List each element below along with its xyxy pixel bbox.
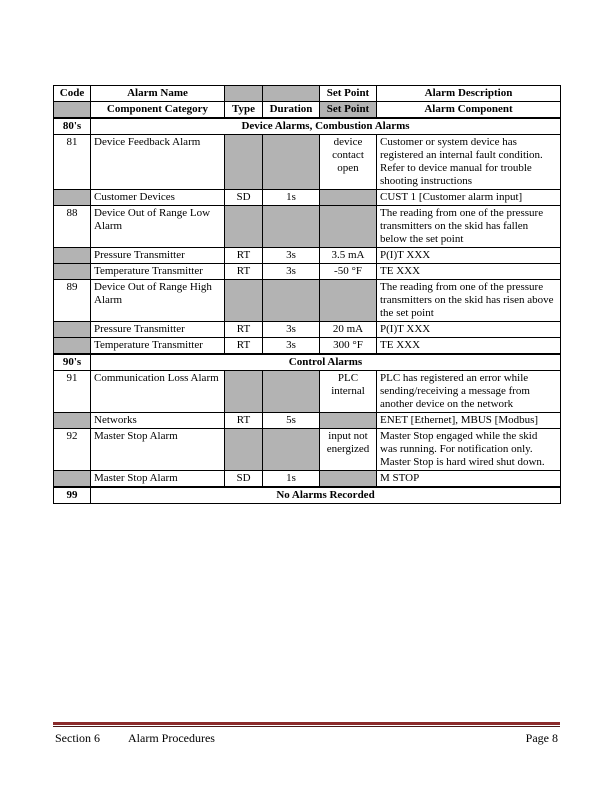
component-type: RT xyxy=(225,248,263,264)
component-set-point xyxy=(320,413,377,429)
component-name: P(I)T XXX xyxy=(377,248,561,264)
component-type: RT xyxy=(225,322,263,338)
alarm-code: 88 xyxy=(54,206,91,248)
footer-rule xyxy=(53,722,560,725)
component-type: RT xyxy=(225,413,263,429)
alarm-code: 81 xyxy=(54,135,91,190)
alarm-type-blank xyxy=(225,280,263,322)
component-set-point: 300 °F xyxy=(320,338,377,355)
alarm-duration-blank xyxy=(263,135,320,190)
component-type: RT xyxy=(225,264,263,280)
alarm-code: 91 xyxy=(54,371,91,413)
component-code-blank xyxy=(54,190,91,206)
component-duration: 1s xyxy=(263,190,320,206)
alarm-set-point xyxy=(320,206,377,248)
header-set-point: Set Point xyxy=(320,86,377,102)
footer-title: Alarm Procedures xyxy=(128,731,215,745)
header-row-2 xyxy=(54,102,561,119)
component-category: Master Stop Alarm xyxy=(91,471,225,488)
alarm-name: Device Out of Range Low Alarm xyxy=(91,206,225,248)
alarm-name: Device Feedback Alarm xyxy=(91,135,225,190)
header-alarm-name: Alarm Name xyxy=(91,86,225,102)
component-duration: 1s xyxy=(263,471,320,488)
component-category: Networks xyxy=(91,413,225,429)
group-title: Control Alarms xyxy=(91,354,561,371)
alarm-description: PLC has registered an error while sending/receiving a message from another device on the network xyxy=(377,371,561,413)
header-alarm-component: Alarm Component xyxy=(377,102,561,119)
component-name: M STOP xyxy=(377,471,561,488)
footer-rule-thin xyxy=(53,726,560,727)
group-row xyxy=(54,487,561,504)
alarm-row xyxy=(54,371,561,413)
group-code: 80's xyxy=(54,118,91,135)
alarm-type-blank xyxy=(225,135,263,190)
component-code-blank xyxy=(54,413,91,429)
component-row xyxy=(54,322,561,338)
component-set-point: 20 mA xyxy=(320,322,377,338)
alarm-name: Communication Loss Alarm xyxy=(91,371,225,413)
component-duration: 3s xyxy=(263,264,320,280)
component-code-blank xyxy=(54,338,91,355)
component-set-point xyxy=(320,190,377,206)
component-duration: 3s xyxy=(263,322,320,338)
footer-section: Section 6 xyxy=(55,731,100,745)
component-code-blank xyxy=(54,471,91,488)
component-row xyxy=(54,190,561,206)
alarm-set-point: PLC internal xyxy=(320,371,377,413)
header-code: Code xyxy=(54,86,91,102)
component-row xyxy=(54,471,561,488)
component-set-point xyxy=(320,471,377,488)
header-duration: Duration xyxy=(263,102,320,119)
alarm-set-point: device contact open xyxy=(320,135,377,190)
component-name: P(I)T XXX xyxy=(377,322,561,338)
alarm-description: The reading from one of the pressure transmitters on the skid has fallen below the set point xyxy=(377,206,561,248)
group-title: No Alarms Recorded xyxy=(91,487,561,504)
alarm-row xyxy=(54,135,561,190)
header-component-category: Component Category xyxy=(91,102,225,119)
component-name: CUST 1 [Customer alarm input] xyxy=(377,190,561,206)
component-name: ENET [Ethernet], MBUS [Modbus] xyxy=(377,413,561,429)
alarm-code: 92 xyxy=(54,429,91,471)
component-name: TE XXX xyxy=(377,264,561,280)
header-blank-type xyxy=(225,86,263,102)
alarm-type-blank xyxy=(225,206,263,248)
group-title: Device Alarms, Combustion Alarms xyxy=(91,118,561,135)
component-duration: 3s xyxy=(263,338,320,355)
component-code-blank xyxy=(54,322,91,338)
alarm-code: 89 xyxy=(54,280,91,322)
header-row-1 xyxy=(54,86,561,102)
header-blank-duration xyxy=(263,86,320,102)
alarm-duration-blank xyxy=(263,371,320,413)
group-row xyxy=(54,354,561,371)
alarm-duration-blank xyxy=(263,280,320,322)
component-name: TE XXX xyxy=(377,338,561,355)
component-duration: 5s xyxy=(263,413,320,429)
alarm-row xyxy=(54,206,561,248)
component-set-point: -50 °F xyxy=(320,264,377,280)
component-code-blank xyxy=(54,248,91,264)
component-category: Temperature Transmitter xyxy=(91,264,225,280)
header-blank-code xyxy=(54,102,91,119)
component-row xyxy=(54,413,561,429)
alarm-type-blank xyxy=(225,371,263,413)
component-row xyxy=(54,338,561,355)
alarm-duration-blank xyxy=(263,429,320,471)
alarm-row xyxy=(54,429,561,471)
component-category: Pressure Transmitter xyxy=(91,322,225,338)
component-duration: 3s xyxy=(263,248,320,264)
alarm-name: Master Stop Alarm xyxy=(91,429,225,471)
group-code: 99 xyxy=(54,487,91,504)
component-category: Pressure Transmitter xyxy=(91,248,225,264)
component-type: SD xyxy=(225,471,263,488)
header-type: Type xyxy=(225,102,263,119)
component-type: SD xyxy=(225,190,263,206)
alarm-description: Master Stop engaged while the skid was running. For notification only. Master Stop is hard wired shut down. xyxy=(377,429,561,471)
component-row xyxy=(54,248,561,264)
alarm-duration-blank xyxy=(263,206,320,248)
component-category: Temperature Transmitter xyxy=(91,338,225,355)
alarm-set-point: input not energized xyxy=(320,429,377,471)
component-category: Customer Devices xyxy=(91,190,225,206)
header-set-point-2: Set Point xyxy=(320,102,377,119)
alarm-description: The reading from one of the pressure transmitters on the skid has risen above the set point xyxy=(377,280,561,322)
alarm-name: Device Out of Range High Alarm xyxy=(91,280,225,322)
component-code-blank xyxy=(54,264,91,280)
component-row xyxy=(54,264,561,280)
alarm-set-point xyxy=(320,280,377,322)
component-set-point: 3.5 mA xyxy=(320,248,377,264)
alarm-table xyxy=(53,85,561,504)
component-type: RT xyxy=(225,338,263,355)
group-code: 90's xyxy=(54,354,91,371)
alarm-type-blank xyxy=(225,429,263,471)
footer-page-number: Page 8 xyxy=(525,731,558,745)
group-row xyxy=(54,118,561,135)
alarm-description: Customer or system device has registered an internal fault condition. Refer to device manual for trouble shooting instructions xyxy=(377,135,561,190)
alarm-row xyxy=(54,280,561,322)
header-alarm-description: Alarm Description xyxy=(377,86,561,102)
